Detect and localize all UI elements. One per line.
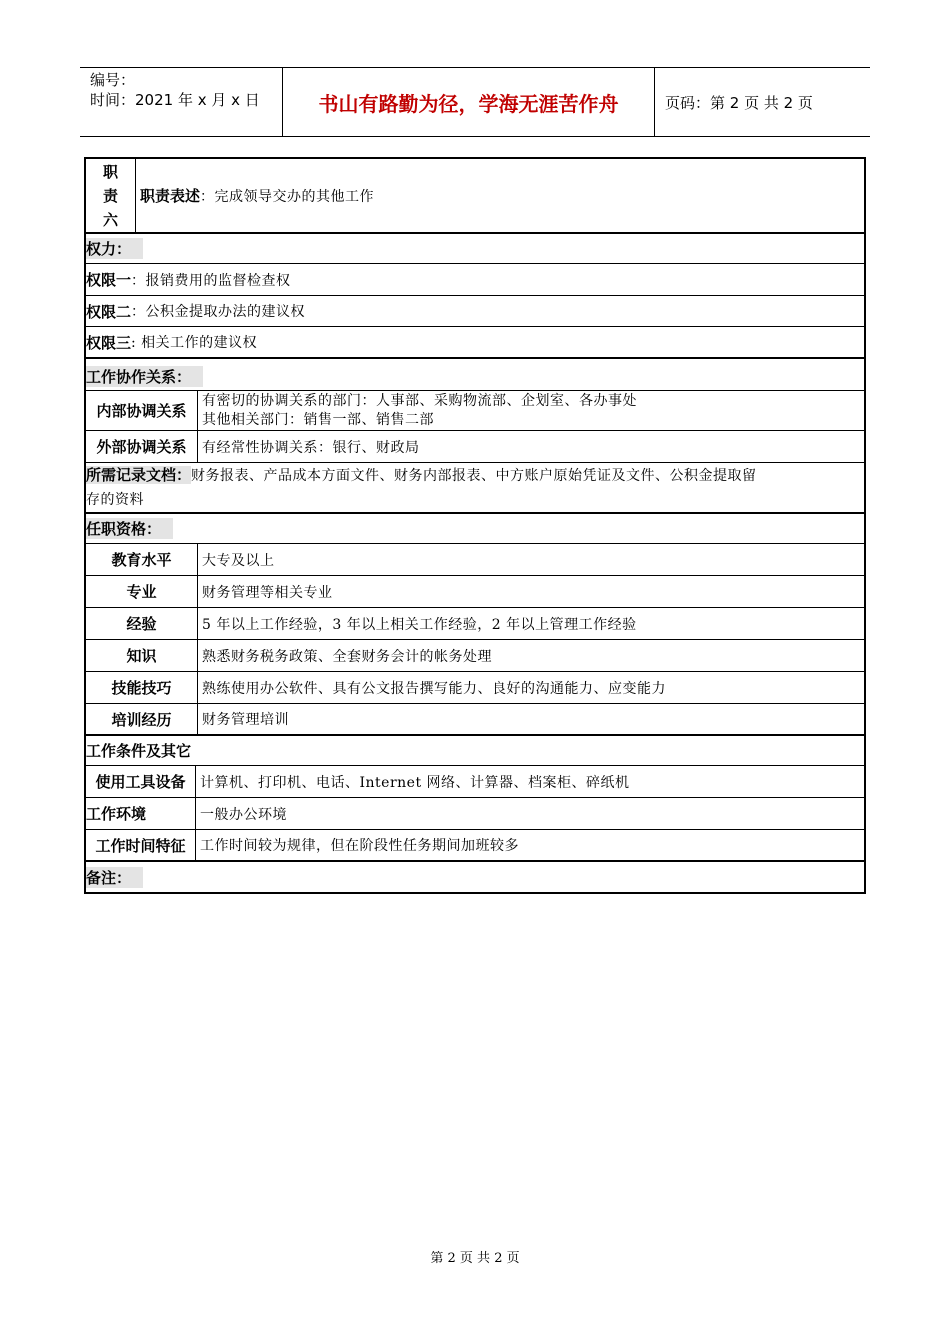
records-cell — [86, 463, 757, 512]
authority-cell — [86, 264, 291, 295]
qualification-label-cell — [86, 544, 198, 575]
records-text: 财务报表、产品成本方面文件、财务内部报表、中方账户原始凭证及文件、公积金提取留 — [191, 468, 757, 484]
qualification-value-cell — [198, 576, 333, 607]
header-meta-cell — [80, 68, 283, 136]
qualification-label: 培训经历 — [111, 710, 172, 729]
duty-label-cell — [86, 159, 136, 232]
qualification-label: 经验 — [126, 615, 157, 633]
authority-text: ：公积金提取办法的建议权 — [131, 304, 306, 320]
conditions-label-cell — [86, 830, 196, 860]
duty-label-char: 责 — [102, 186, 118, 205]
job-description-table — [84, 157, 866, 894]
qualification-value-cell — [198, 672, 666, 703]
qualification-title-row — [86, 514, 864, 544]
qualification-value-cell — [198, 704, 289, 734]
qualification-label: 教育水平 — [111, 551, 172, 569]
qualification-text: 熟练使用办公软件、具有公文报告撰写能力、良好的沟通能力、应变能力 — [202, 680, 666, 697]
conditions-row — [86, 766, 864, 798]
remarks-label: 备注： — [86, 867, 143, 888]
external-relations-label-cell — [86, 431, 198, 462]
remarks-row — [86, 862, 864, 892]
duty-description-label: 职责表述 — [140, 187, 201, 205]
conditions-value-cell — [196, 766, 630, 797]
authority-cell — [86, 296, 305, 326]
conditions-title: 工作条件及其它 — [86, 742, 192, 760]
qualification-text: 财务管理培训 — [202, 712, 289, 728]
conditions-value-cell — [196, 798, 287, 829]
authority-label: 权限一 — [86, 271, 132, 289]
relations-title-cell — [86, 359, 203, 390]
document-header — [80, 67, 870, 137]
authority-title-row — [86, 234, 864, 264]
authority-row — [86, 264, 864, 296]
conditions-title-row — [86, 736, 864, 766]
conditions-text: 工作时间较为规律，但在阶段性任务期间加班较多 — [200, 838, 519, 854]
conditions-row — [86, 830, 864, 862]
internal-relations-label: 内部协调关系 — [96, 402, 187, 420]
qualification-row — [86, 576, 864, 608]
relations-title-row — [86, 359, 864, 391]
records-text: 存的资料 — [86, 492, 144, 508]
conditions-label: 工作时间特征 — [95, 836, 186, 855]
qualification-label-cell — [86, 576, 198, 607]
external-relations-row — [86, 431, 864, 463]
qualification-text: 财务管理等相关专业 — [202, 584, 333, 601]
qualification-title-cell — [86, 514, 173, 543]
external-relations-value-cell — [198, 431, 420, 462]
qualification-row — [86, 704, 864, 736]
conditions-label: 工作环境 — [86, 805, 147, 823]
qualification-value-cell — [198, 544, 275, 575]
qualification-text: 熟悉财务税务政策、全套财务会计的帐务处理 — [202, 648, 492, 665]
remarks-cell — [86, 862, 143, 892]
conditions-text: 计算机、打印机、电话、Internet 网络、计算器、档案柜、碎纸机 — [200, 774, 630, 791]
duty-row — [86, 159, 864, 234]
duty-description-cell — [136, 159, 374, 232]
internal-relations-row — [86, 391, 864, 431]
duty-label-char: 职 — [102, 162, 118, 181]
conditions-label-cell — [86, 798, 196, 829]
relations-title: 工作协作关系： — [86, 366, 203, 387]
authority-label: 权限二 — [86, 302, 132, 321]
external-relations-label: 外部协调关系 — [96, 438, 187, 456]
records-label: 所需记录文档： — [86, 466, 192, 484]
qualification-value-cell — [198, 608, 637, 639]
header-motto-cell — [283, 68, 655, 136]
conditions-label-cell — [86, 766, 196, 797]
header-page-cell — [655, 68, 870, 136]
authority-text: : 相关工作的建议权 — [131, 335, 258, 351]
internal-relations-line: 其他相关部门：销售一部、销售二部 — [202, 411, 434, 428]
qualification-label-cell — [86, 704, 198, 734]
document-number-label: 编号： — [90, 71, 136, 89]
conditions-label: 使用工具设备 — [95, 773, 186, 791]
document-time-label: 时间：2021 年 x 月 x 日 — [90, 91, 260, 109]
qualification-value-cell — [198, 640, 492, 671]
qualification-row — [86, 672, 864, 704]
authority-cell — [86, 327, 257, 357]
authority-title: 权力： — [86, 238, 143, 259]
qualification-text: 大专及以上 — [202, 552, 275, 569]
header-motto: 书山有路勤为径，学海无涯苦作舟 — [318, 91, 619, 116]
records-first-line — [86, 463, 757, 488]
records-row — [86, 463, 864, 514]
conditions-text: 一般办公环境 — [200, 806, 287, 823]
internal-relations-label-cell — [86, 391, 198, 430]
authority-text: ：报销费用的监督检查权 — [131, 272, 291, 289]
authority-row — [86, 327, 864, 359]
qualification-row — [86, 640, 864, 672]
conditions-value-cell — [196, 830, 519, 860]
duty-label-char: 六 — [102, 210, 118, 229]
qualification-label: 专业 — [126, 583, 157, 601]
authority-label: 权限三 — [86, 333, 132, 352]
qualification-label: 知识 — [126, 647, 157, 665]
qualification-text: 5 年以上工作经验，3 年以上相关工作经验，2 年以上管理工作经验 — [202, 616, 637, 633]
qualification-row — [86, 608, 864, 640]
internal-relations-value-cell — [198, 391, 637, 430]
qualification-row — [86, 544, 864, 576]
authority-row — [86, 296, 864, 327]
qualification-label-cell — [86, 672, 198, 703]
conditions-title-cell — [86, 736, 191, 765]
qualification-label-cell — [86, 608, 198, 639]
qualification-title: 任职资格： — [86, 518, 173, 539]
qualification-label-cell — [86, 640, 198, 671]
qualification-label: 技能技巧 — [111, 679, 172, 697]
page-footer: 第 2 页 共 2 页 — [430, 1251, 520, 1266]
conditions-row — [86, 798, 864, 830]
authority-title-cell — [86, 234, 143, 263]
external-relations-text: 有经常性协调关系：银行、财政局 — [202, 439, 420, 456]
internal-relations-line: 有密切的协调关系的部门：人事部、采购物流部、企划室、各办事处 — [202, 392, 637, 409]
duty-description-text: ：完成领导交办的其他工作 — [200, 188, 375, 205]
header-page-info: 页码：第 2 页 共 2 页 — [665, 93, 813, 112]
